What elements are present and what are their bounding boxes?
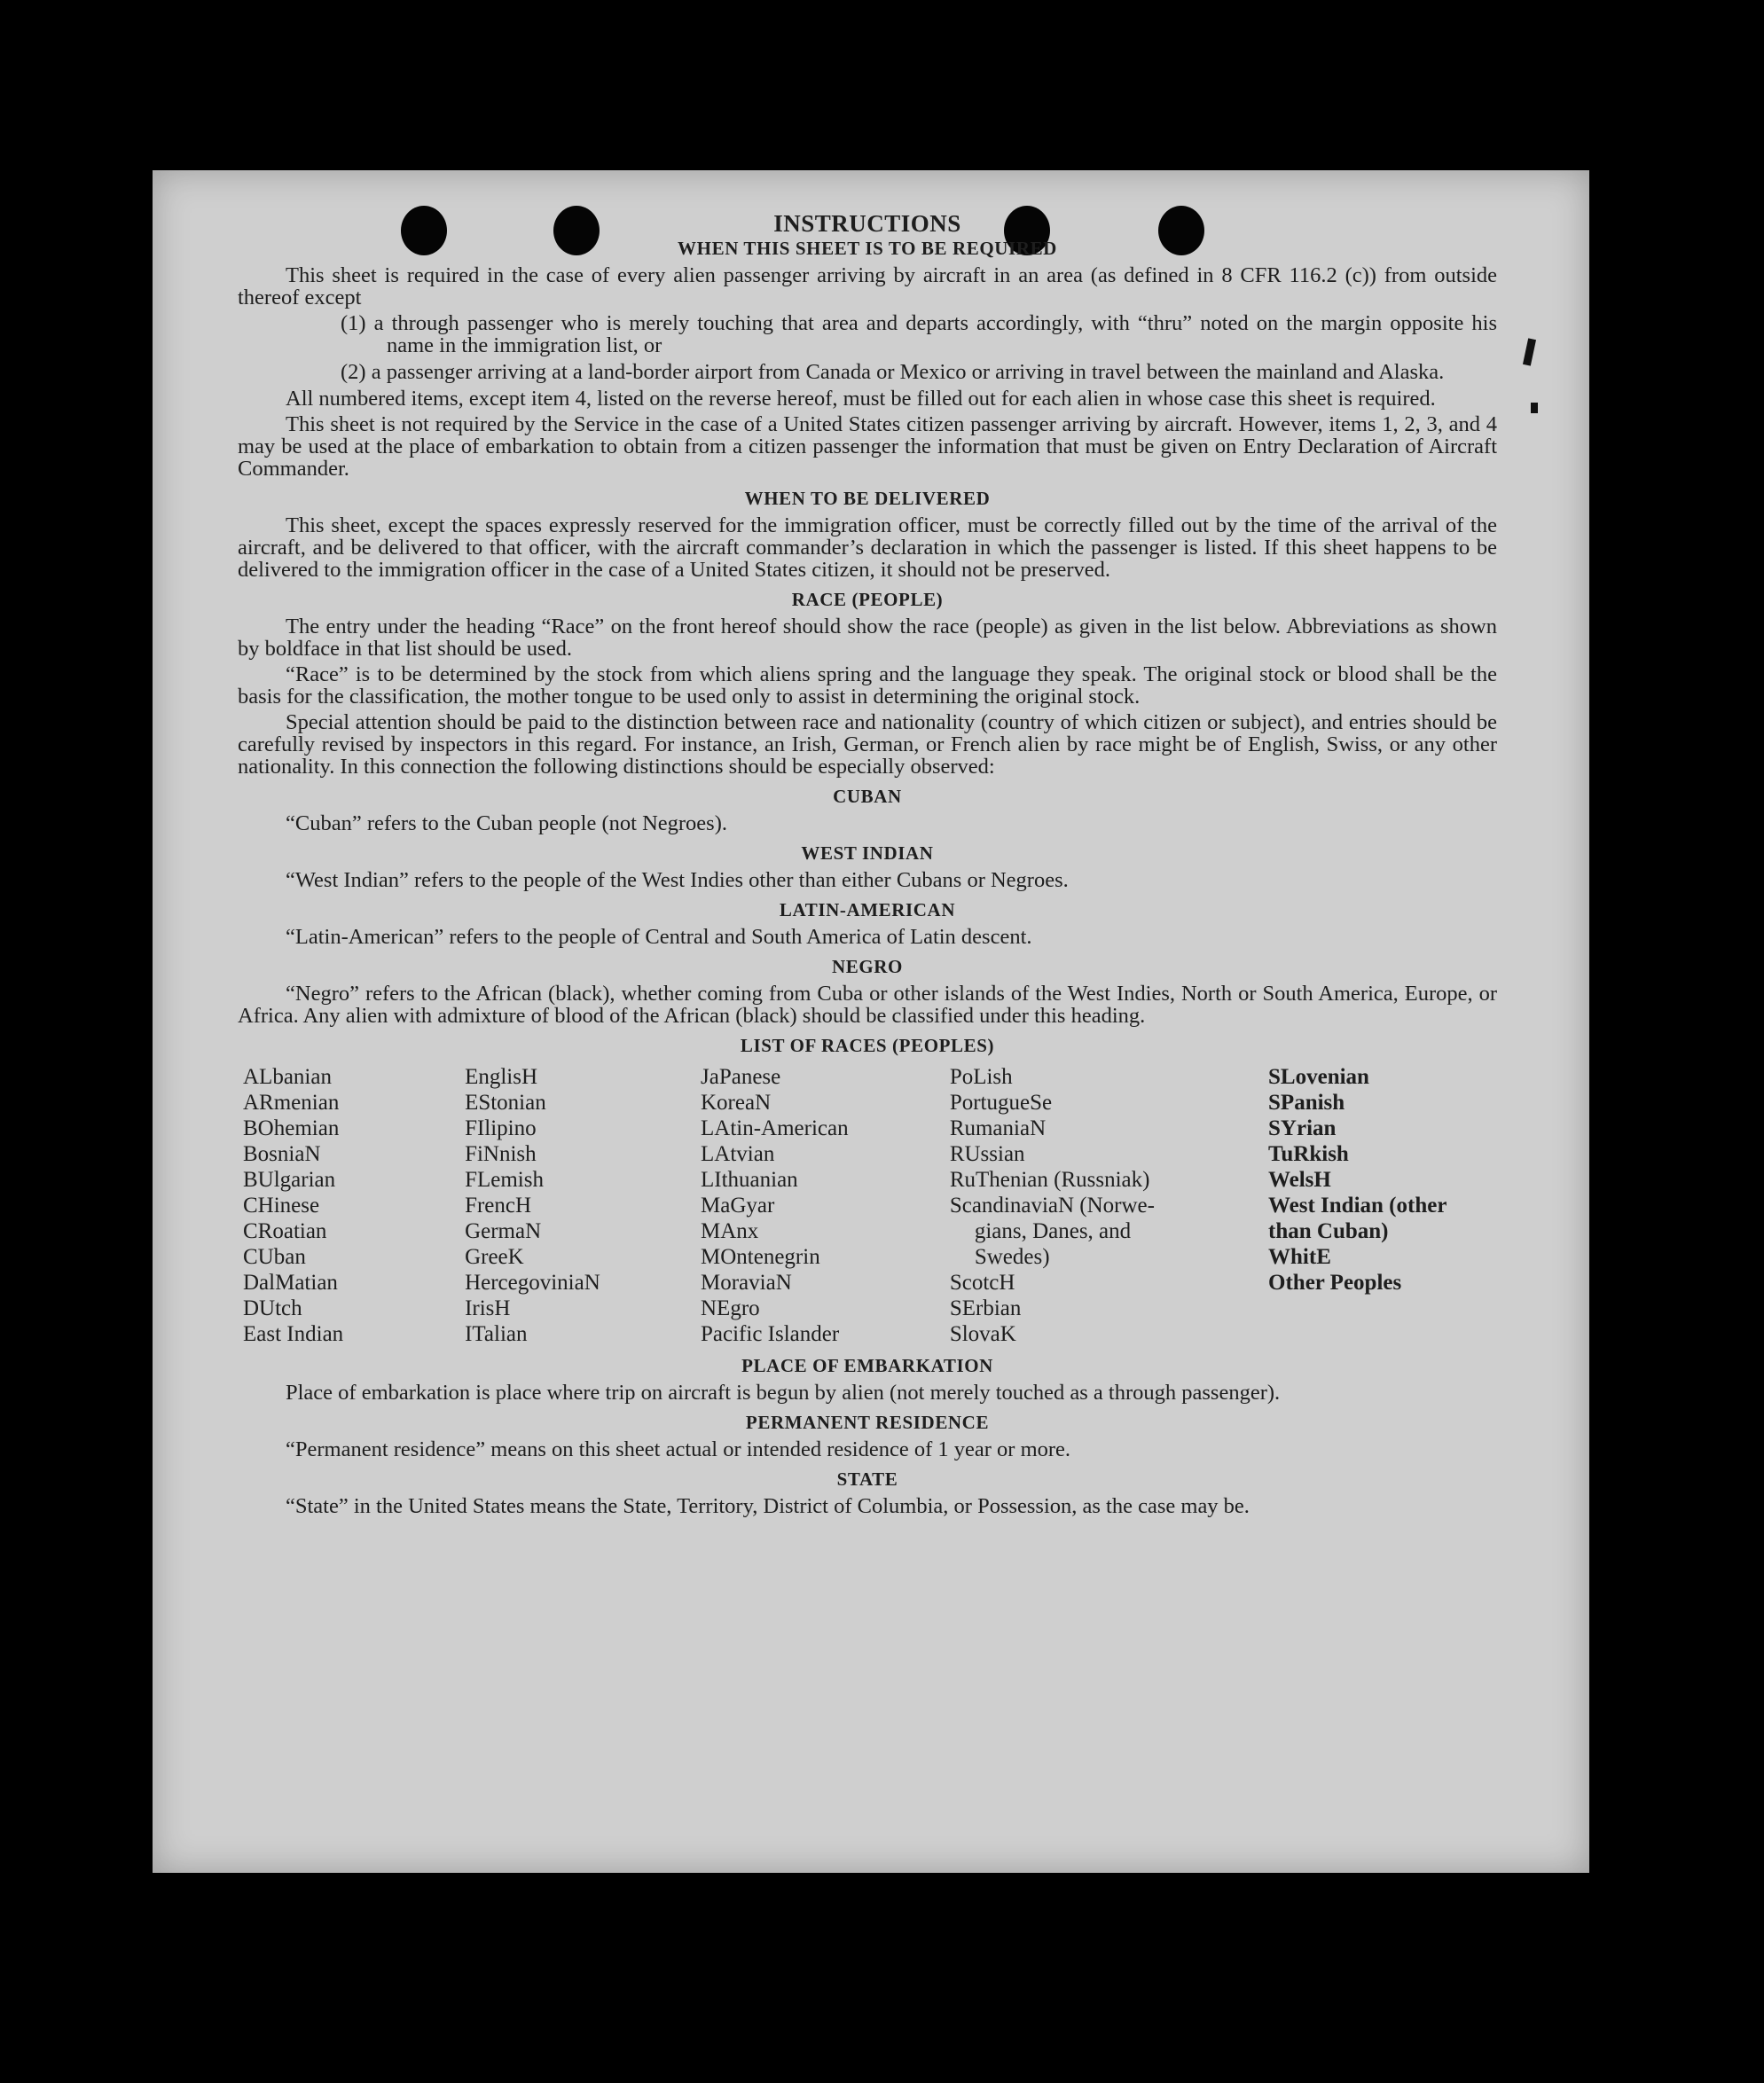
paragraph: “West Indian” refers to the people of the West Indies other than either Cubans or Negroes.	[286, 868, 1069, 892]
race-entry: PoLish	[949, 1065, 1013, 1089]
section-heading-when-required: WHEN THIS SHEET IS TO BE REQUIRED	[678, 238, 1057, 259]
section-heading-cuban: CUBAN	[833, 786, 902, 807]
race-entry: LAtvian	[701, 1142, 775, 1166]
race-entry: SLovenian	[1268, 1065, 1369, 1089]
race-entry: East Indian	[243, 1322, 344, 1346]
paragraph: “Permanent residence” means on this sheet actual or intended residence of 1 year or more.	[286, 1437, 1071, 1461]
paragraph: Special attention should be paid to the distinction between race and nationality (country of which citizen or subject), and entries should be carefully revised by inspectors in this regard. For instance, an Irish, German, or French alien by race might be of English, Swiss, or any other nationality. In this connection the following distinctions should be especially observed:	[238, 710, 1497, 779]
race-entry: EnglisH	[465, 1065, 538, 1089]
race-entry: PortugueSe	[949, 1091, 1053, 1115]
race-entry: WelsH	[1268, 1168, 1331, 1192]
race-entry: Swedes)	[974, 1245, 1050, 1269]
race-entry: MOntenegrin	[701, 1245, 820, 1269]
paragraph: The entry under the heading “Race” on the front hereof should show the race (people) as given in the list below. Abbreviations as shown by boldface in that list should be used.	[238, 615, 1497, 661]
margin-mark	[1523, 338, 1536, 365]
margin-mark	[1531, 403, 1538, 413]
race-entry: SYrian	[1268, 1116, 1337, 1140]
race-entry: DalMatian	[243, 1271, 338, 1295]
race-entry: RuThenian (Russniak)	[949, 1168, 1150, 1192]
race-entry: ARmenian	[243, 1091, 340, 1115]
race-entry: gians, Danes, and	[974, 1219, 1132, 1243]
race-entry: CHinese	[243, 1194, 320, 1218]
race-entry: JaPanese	[701, 1065, 781, 1089]
race-entry: Pacific Islander	[701, 1322, 840, 1346]
race-entry: TuRkish	[1268, 1142, 1349, 1166]
race-entry: Other Peoples	[1268, 1271, 1402, 1295]
paragraph: This sheet is not required by the Service in the case of a United States citizen passenger arriving by aircraft. However, items 1, 2, 3, and 4 may be used at the place of embarkation to obtain from a citizen passenger the information that must be given on Entry Declaration of Aircraft Commander.	[238, 412, 1497, 481]
race-entry: SlovaK	[949, 1322, 1016, 1346]
race-entry: MaGyar	[701, 1194, 775, 1218]
instructions-content	[238, 210, 1497, 1521]
race-entry: LIthuanian	[701, 1168, 798, 1192]
race-entry: NEgro	[701, 1296, 760, 1320]
race-column	[465, 1064, 701, 1347]
section-heading-when-delivered: WHEN TO BE DELIVERED	[744, 488, 991, 509]
race-column	[701, 1064, 950, 1347]
list-item: (2) a passenger arriving at a land-border airport from Canada or Mexico or arriving in travel between the mainland and Alaska.	[341, 360, 1445, 384]
section-heading-list-of-races: LIST OF RACES (PEOPLES)	[740, 1035, 995, 1056]
paragraph: This sheet is required in the case of every alien passenger arriving by aircraft in an area (as defined in 8 CFR 116.2 (c)) from outside thereof except	[238, 263, 1497, 309]
race-entry: CUban	[243, 1245, 306, 1269]
race-entry: FiNnish	[465, 1142, 537, 1166]
race-entry: BosniaN	[243, 1142, 321, 1166]
race-entry: ScandinaviaN (Norwe-	[949, 1194, 1155, 1218]
race-entry: SPanish	[1268, 1091, 1345, 1115]
section-heading-race: RACE (PEOPLE)	[791, 589, 944, 610]
race-entry: DUtch	[243, 1296, 302, 1320]
race-entry: FLemish	[465, 1168, 544, 1192]
race-column	[1268, 1064, 1497, 1347]
race-entry: West Indian (other	[1268, 1194, 1447, 1218]
race-entry: HercegoviniaN	[465, 1271, 600, 1295]
list-item: (1) a through passenger who is merely touching that area and departs accordingly, with “thru” noted on the margin opposite his name in the immigration list, or	[341, 311, 1497, 357]
race-entry: GermaN	[465, 1219, 542, 1243]
document-sheet	[153, 170, 1589, 1873]
race-entry: than Cuban)	[1268, 1219, 1389, 1243]
race-entry: ScotcH	[949, 1271, 1015, 1295]
race-entry: KoreaN	[701, 1091, 772, 1115]
race-entry: FrencH	[465, 1194, 532, 1218]
paragraph: “Race” is to be determined by the stock from which aliens spring and the language they speak. The original stock or blood shall be the basis for the classification, the mother tongue to be used only to assist in determining the original stock.	[238, 662, 1497, 709]
paragraph: This sheet, except the spaces expressly reserved for the immigration officer, must be correctly filled out by the time of the arrival of the aircraft, and be delivered to that officer, with the aircraft commander’s declaration in which the passenger is listed. If this sheet happens to be delivered to the immigration officer in the case of a United States citizen, it should not be preserved.	[238, 513, 1497, 582]
section-heading-state: STATE	[836, 1468, 898, 1490]
race-entry: BOhemian	[243, 1116, 340, 1140]
section-heading-negro: NEGRO	[831, 956, 903, 977]
race-entry: MAnx	[701, 1219, 759, 1243]
race-entry: BUlgarian	[243, 1168, 336, 1192]
paragraph: Place of embarkation is place where trip on aircraft is begun by alien (not merely touched as a through passenger).	[286, 1381, 1281, 1405]
race-entry: ITalian	[465, 1322, 528, 1346]
race-entry: RumaniaN	[949, 1116, 1047, 1140]
paragraph: “Latin-American” refers to the people of Central and South America of Latin descent.	[286, 925, 1032, 949]
paragraph: All numbered items, except item 4, listed on the reverse hereof, must be filled out for each alien in whose case this sheet is required.	[286, 387, 1436, 411]
race-entry: IrisH	[465, 1296, 511, 1320]
race-entry: WhitE	[1268, 1245, 1331, 1269]
race-entry: EStonian	[465, 1091, 546, 1115]
paragraph: “Negro” refers to the African (black), whether coming from Cuba or other islands of the West Indies, North or South America, Europe, or Africa. Any alien with admixture of blood of the African (black) should be classified under this heading.	[238, 982, 1497, 1028]
paragraph: “Cuban” refers to the Cuban people (not Negroes).	[286, 811, 727, 835]
race-column	[243, 1064, 465, 1347]
section-heading-latin-american: LATIN-AMERICAN	[779, 899, 956, 920]
section-heading-embarkation: PLACE OF EMBARKATION	[741, 1355, 993, 1376]
page-title: INSTRUCTIONS	[773, 210, 961, 237]
paragraph: “State” in the United States means the State, Territory, District of Columbia, or Possession, as the case may be.	[286, 1494, 1250, 1518]
race-entry: RUssian	[949, 1142, 1025, 1166]
section-heading-west-indian: WEST INDIAN	[801, 842, 934, 864]
section-heading-permanent-residence: PERMANENT RESIDENCE	[745, 1412, 990, 1433]
race-list	[243, 1064, 1497, 1347]
race-entry: FIlipino	[465, 1116, 537, 1140]
race-entry: SErbian	[949, 1296, 1022, 1320]
race-column	[950, 1064, 1268, 1347]
race-entry: GreeK	[465, 1245, 524, 1269]
race-entry: CRoatian	[243, 1219, 327, 1243]
race-entry: LAtin-American	[701, 1116, 849, 1140]
race-entry: MoraviaN	[701, 1271, 792, 1295]
race-entry: ALbanian	[243, 1065, 332, 1089]
